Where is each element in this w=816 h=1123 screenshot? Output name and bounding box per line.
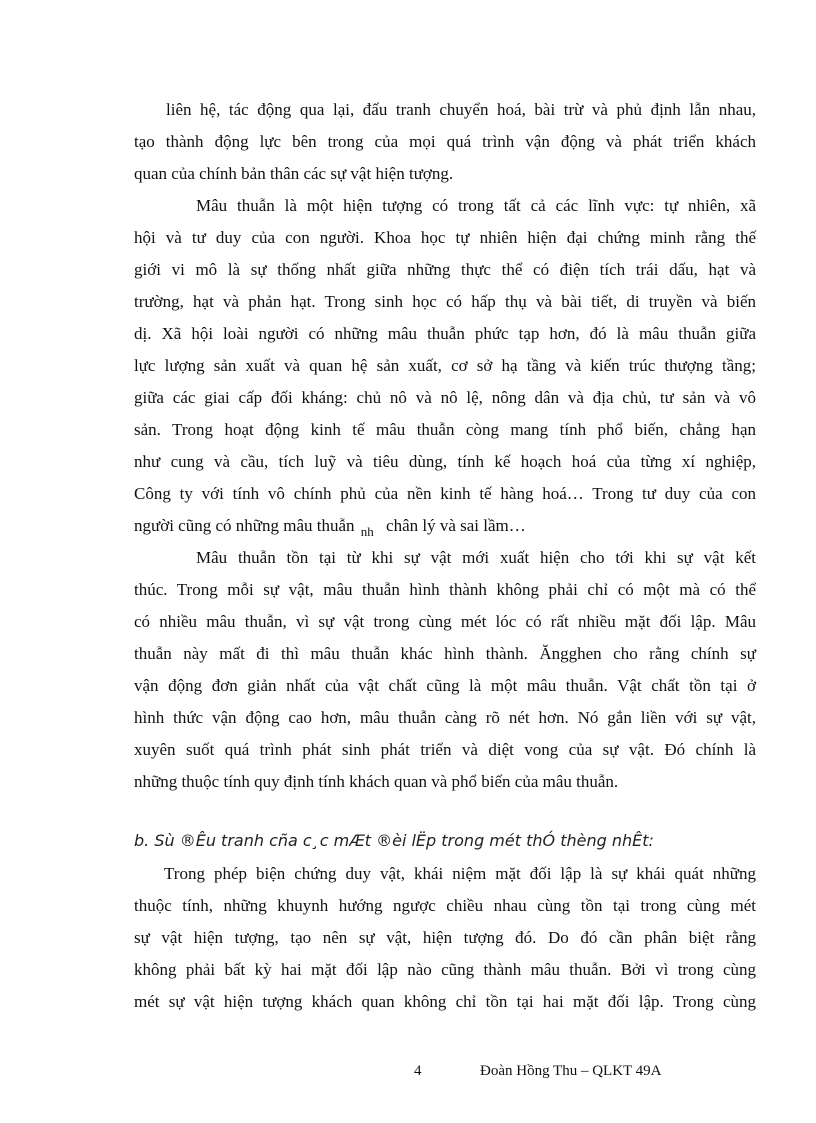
text-line: mét sự vật hiện tượng khách quan không chỉ tồn tại hai mặt đối lập. Trong cùng (134, 992, 756, 1011)
text-line: Mâu thuẫn tồn tại từ khi sự vật mới xuất hiện cho tới khi sự vật kết (196, 548, 756, 567)
text-line: vận động đơn giản nhất của vật chất cũng là một mâu thuẫn. Vật chất tồn tại ở (134, 676, 756, 695)
text-line: Công ty với tính vô chính phủ của nền kinh tế hàng hoá… Trong tư duy của con (134, 484, 756, 503)
paragraph-1 (134, 94, 756, 190)
text-line: thuẫn này mất đi thì mâu thuẫn khác hình thành. Ăngghen cho rằng chính sự (134, 644, 756, 663)
text-fragment: chân lý và sai lầm… (386, 516, 526, 535)
text-line: giới vi mô là sự thống nhất giữa những thực thể có điện tích trái dấu, hạt và (134, 260, 756, 279)
text-line: Mâu thuẫn là một hiện tượng có trong tất cả các lĩnh vực: tự nhiên, xã (196, 196, 756, 215)
text-line: liên hệ, tác động qua lại, đấu tranh chuyển hoá, bài trừ và phủ định lẫn nhau, (166, 100, 756, 119)
text-line: những thuộc tính quy định tính khách quan và phổ biến của mâu thuẫn. (134, 772, 619, 791)
text-line: dị. Xã hội loài người có những mâu thuẫn phức tạp hơn, đó là mâu thuẫn giữa (134, 324, 756, 343)
text-line: hình thức vận động cao hơn, mâu thuẫn càng rõ nét hơn. Nó gắn liền với sự vật, (134, 708, 756, 727)
text-line (134, 510, 756, 542)
section-heading: b. Sù ®Êu tranh cña c¸c mÆt ®èi lËp trong mét thÓ thèng nhÊt: (134, 831, 654, 850)
text-line: có nhiều mâu thuẫn, vì sự vật trong cùng mét lóc có rất nhiều mặt đối lập. Mâu (134, 612, 756, 631)
paragraph-2 (134, 190, 756, 542)
page-number: 4 (414, 1063, 422, 1079)
text-line: hội và tư duy của con người. Khoa học tự nhiên hiện đại chứng minh rằng thế (134, 228, 756, 247)
text-line: trường, hạt và phản hạt. Trong sinh học có hấp thụ và bài tiết, di truyền và biến (134, 292, 756, 311)
text-line: lực lượng sản xuất và quan hệ sản xuất, cơ sở hạ tầng và kiến trúc thượng tầng; (134, 356, 756, 375)
text-line: như cung và cầu, tích luỹ và tiêu dùng, tính kế hoạch hoá của từng xí nghiệp, (134, 452, 756, 471)
text-line: không phải bất kỳ hai mặt đối lập nào cũng thành mâu thuẫn. Bởi vì trong cùng (134, 960, 756, 979)
paragraph-3 (134, 542, 756, 798)
text-fragment: người cũng có những mâu thuẫn (134, 516, 355, 535)
paragraph-4 (134, 858, 756, 1018)
footer-author: Đoàn Hồng Thu – QLKT 49A (480, 1063, 662, 1079)
text-line: tạo thành động lực bên trong của mọi quá trình vận động và phát triển khách (134, 132, 756, 151)
text-line: sự vật hiện tượng, tạo nên sự vật, hiện tượng đó. Do đó cần phân biệt rằng (134, 928, 756, 947)
text-line: sản. Trong hoạt động kinh tế mâu thuẫn còng mang tính phổ biến, chẳng hạn (134, 420, 756, 439)
text-line: Trong phép biện chứng duy vật, khái niệm mặt đối lập là sự khái quát những (164, 864, 756, 883)
text-line: xuyên suốt quá trình phát sinh phát triển và diệt vong của sự vật. Đó chính là (134, 740, 756, 759)
subscript-text: nh (360, 524, 374, 539)
text-line: giữa các giai cấp đối kháng: chủ nô và nô lệ, nông dân và địa chủ, tư sản và vô (134, 388, 756, 407)
text-line: quan của chính bản thân các sự vật hiện tượng. (134, 164, 454, 183)
text-line: thuộc tính, những khuynh hướng ngược chiều nhau cùng tồn tại trong cùng mét (134, 896, 756, 915)
text-line: thúc. Trong mỗi sự vật, mâu thuẫn hình thành không phải chỉ có một mà có thể (134, 580, 756, 599)
